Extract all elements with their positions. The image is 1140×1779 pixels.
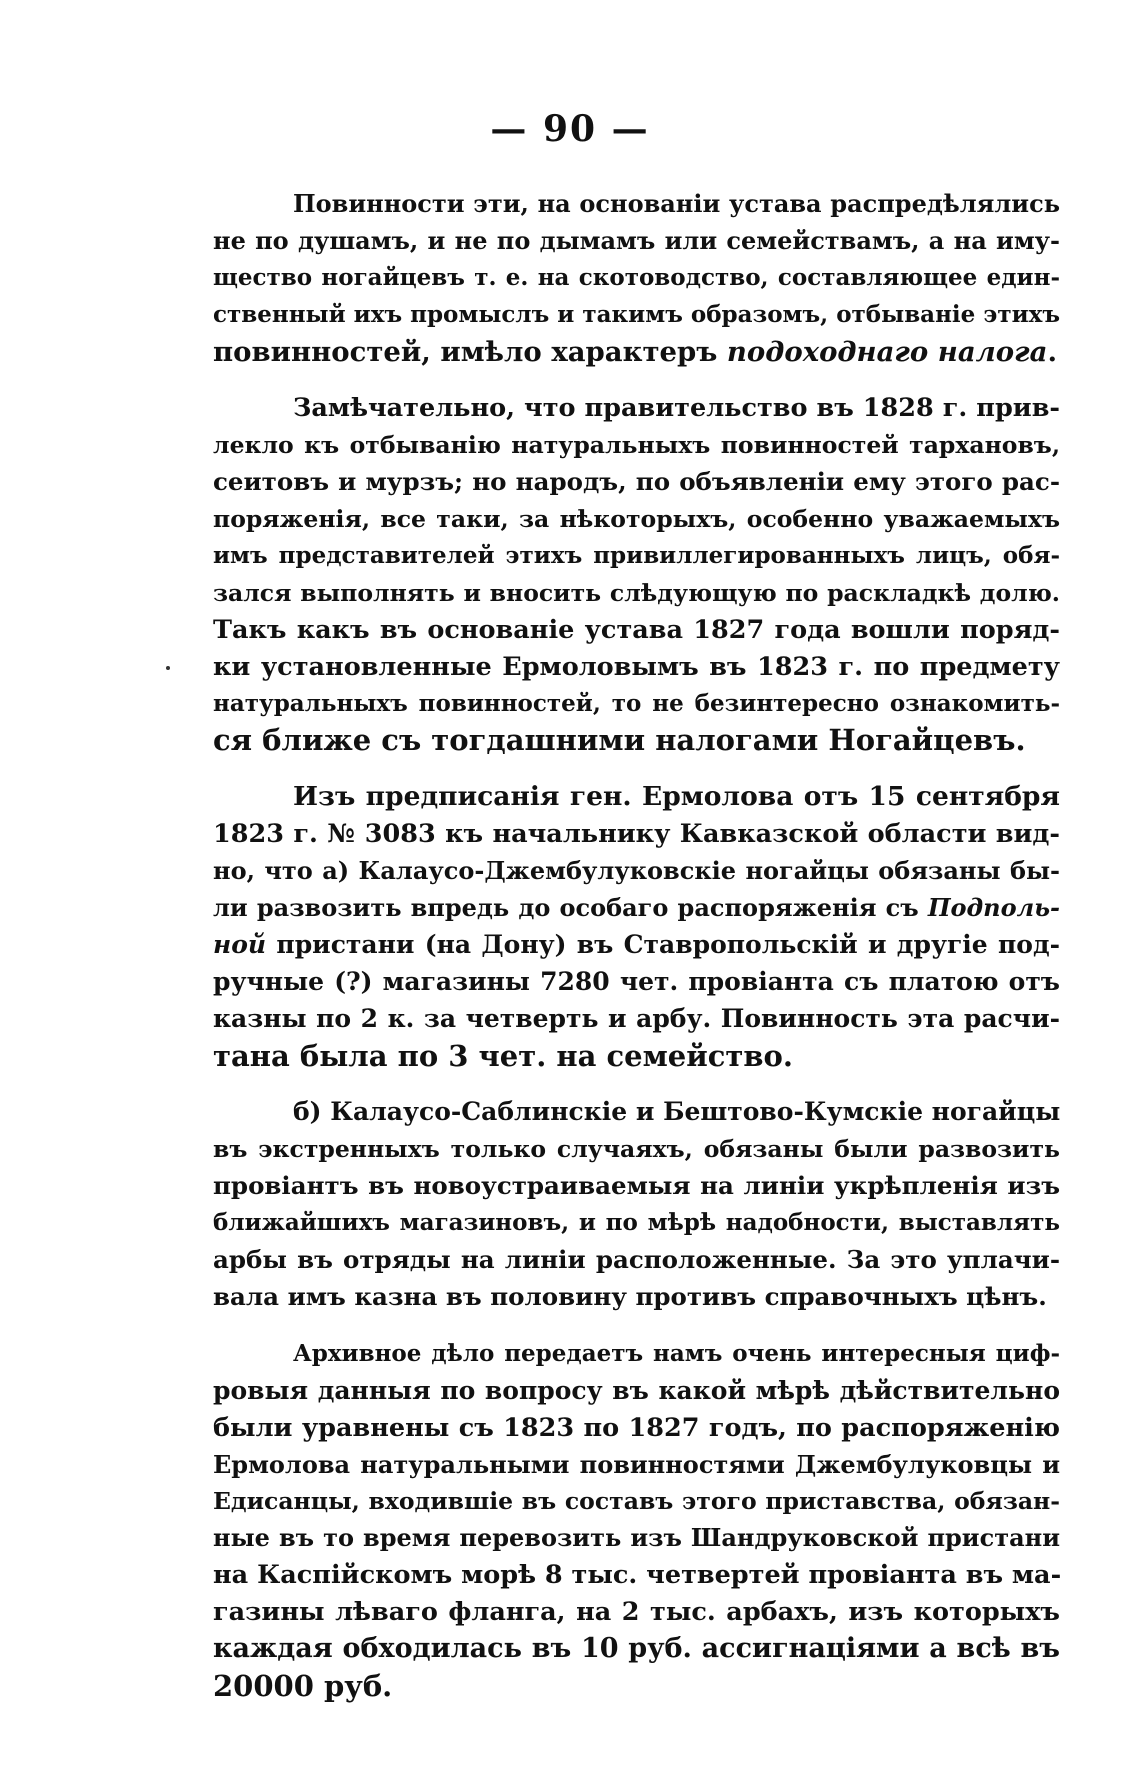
text-line: ной пристани (на Дону) въ Ставропольскій и другіе под- [213, 929, 1060, 959]
text-line: не по душамъ, и не по дымамъ или семействамъ, а на иму- [213, 225, 1060, 255]
body-text [213, 186, 1060, 1705]
text-line: ровыя данныя по вопросу въ какой мѣрѣ дѣйствительно [213, 1375, 1060, 1405]
text-line: ручные (?) магазины 7280 чет. провіанта съ платою отъ [213, 966, 1060, 996]
text-line: поряженія, все таки, за нѣкоторыхъ, особенно уважаемыхъ [213, 505, 1060, 534]
text-line: Такъ какъ въ основаніе устава 1827 года вошли поряд- [213, 614, 1060, 645]
text-line: провіантъ въ новоустраиваемыя на линіи укрѣпленія изъ [213, 1171, 1060, 1201]
text-line: вала имъ казна въ половину противъ справочныхъ цѣнъ. [213, 1281, 1047, 1311]
text-line: но, что а) Калаусо-Джембулуковскіе ногайцы обязаны бы- [213, 856, 1060, 886]
text-line: каждая обходилась въ 10 руб. ассигнаціями а всѣ въ [213, 1632, 1060, 1664]
text-line: газины лѣваго фланга, на 2 тыс. арбахъ, изъ которыхъ [213, 1597, 1060, 1628]
text-line: были уравнены съ 1823 по 1827 годъ, по распоряженію [213, 1412, 1060, 1443]
text-line: б) Калаусо-Саблинскіе и Бештово-Кумскіе ногайцы [293, 1097, 1061, 1127]
text-line: ся ближе съ тогдашними налогами Ногайцевъ. [213, 723, 1026, 758]
text-line: Едисанцы, входившіе въ составъ этого приставства, обязан- [213, 1487, 1060, 1516]
text-line: повинностей, имѣло характеръ подоходнаго налога. [213, 335, 1058, 368]
paragraph-1 [213, 186, 1060, 370]
text-line: арбы въ отряды на линіи расположенные. За это уплачи- [213, 1245, 1060, 1275]
text-line: казны по 2 к. за четверть и арбу. Повинность эта расчи- [213, 1003, 1060, 1033]
text-line: въ экстренныхъ только случаяхъ, обязаны были развозить [213, 1135, 1060, 1164]
text-line: Архивное дѣло передаетъ намъ очень интересныя циф- [293, 1339, 1060, 1367]
text-line: Изъ предписанія ген. Ермолова отъ 15 сентября [293, 781, 1060, 813]
italic-term: ной [213, 929, 267, 959]
text-line: 1823 г. № 3083 къ начальнику Кавказской области вид- [213, 819, 1060, 850]
paragraph-3 [213, 779, 1060, 1074]
text-line: сеитовъ и мурзъ; но народъ, по объявленіи ему этого рас- [213, 467, 1060, 497]
italic-term: подоходнаго налога [726, 335, 1048, 368]
text-line: на Каспійскомъ морѣ 8 тыс. четвертей провіанта въ ма- [213, 1560, 1062, 1591]
italic-term: Подполь- [927, 893, 1060, 923]
text-line: зался выполнять и вносить слѣдующую по раскладкѣ долю. [213, 578, 1060, 607]
text-line: ные въ то время перевозить изъ Шандруковской пристани [213, 1523, 1060, 1553]
print-speck [166, 666, 170, 670]
text-line: 20000 руб. [213, 1668, 393, 1703]
text-line: щество ногайцевъ т. е. на скотоводство, составляющее един- [213, 263, 1060, 291]
text-line: ближайшихъ магазиновъ, и по мѣрѣ надобности, выставлять [213, 1209, 1060, 1237]
text-line: Замѣчательно, что правительство въ 1828 г. прив- [293, 393, 1060, 424]
text-line: ки установленные Ермоловымъ въ 1823 г. по предмету [213, 651, 1060, 682]
text-line: ственный ихъ промыслъ и такимъ образомъ, отбываніе этихъ [213, 300, 1060, 328]
text-line: натуральныхъ повинностей, то не безинтересно ознакомить- [213, 689, 1060, 717]
paragraph-4 [213, 1094, 1060, 1315]
text-line: имъ представителей этихъ привиллегированныхъ лицъ, обя- [213, 542, 1060, 570]
text-line: ли развозить впредь до особаго распоряженія съ Подполь- [213, 893, 1060, 923]
text-line: Повинности эти, на основаніи устава распредѣлялись [293, 189, 1060, 218]
text-line: тана была по 3 чет. на семейство. [213, 1038, 793, 1073]
text-line: лекло къ отбыванію натуральныхъ повинностей тархановъ, [213, 431, 1060, 460]
paragraph-2 [213, 390, 1060, 759]
text-line: Ермолова натуральными повинностями Джембулуковцы и [213, 1449, 1060, 1479]
paragraph-5 [213, 1336, 1060, 1705]
page-number: — 90 — [490, 108, 650, 150]
